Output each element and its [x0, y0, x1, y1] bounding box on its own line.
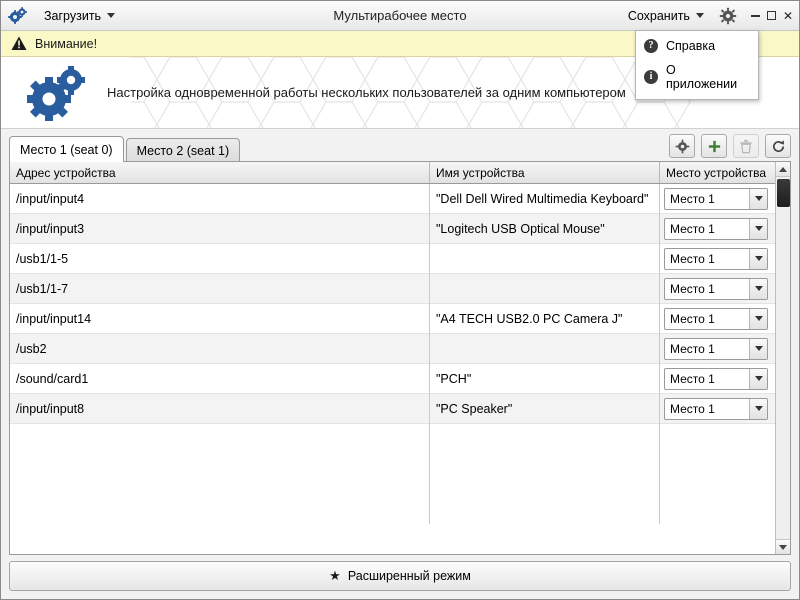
table-row[interactable]: [10, 394, 790, 424]
tab-seat-1[interactable]: [126, 138, 241, 162]
scroll-down-button[interactable]: [776, 539, 791, 554]
window-controls: [745, 10, 793, 22]
settings-gear-icon[interactable]: [715, 7, 741, 25]
load-menu-button[interactable]: [37, 5, 122, 27]
tab-seat-0-label: Место 1 (seat 0): [20, 142, 113, 157]
cell-seat: [660, 274, 790, 304]
cell-address: /input/input8: [10, 394, 430, 424]
chevron-down-icon[interactable]: [749, 279, 767, 299]
seat-select-value: Место 1: [670, 401, 715, 416]
close-button[interactable]: ✕: [782, 8, 793, 23]
table-row[interactable]: [10, 244, 790, 274]
table-row[interactable]: [10, 184, 790, 214]
cell-name: "PCH": [430, 364, 660, 394]
maximize-button[interactable]: [767, 10, 776, 22]
table-header: [10, 162, 790, 184]
advanced-mode-label: Расширенный режим: [347, 569, 471, 583]
device-table: [9, 161, 791, 555]
delete-button: [733, 134, 759, 158]
chevron-down-icon[interactable]: [749, 399, 767, 419]
scrollbar-thumb[interactable]: [777, 179, 790, 207]
title-bar-right: [621, 5, 799, 27]
chevron-down-icon[interactable]: [749, 189, 767, 209]
save-dropdown-menu[interactable]: [635, 30, 759, 100]
seat-select-value: Место 1: [670, 311, 715, 326]
cell-name: "Dell Dell Wired Multimedia Keyboard": [430, 184, 660, 214]
table-row[interactable]: [10, 364, 790, 394]
add-button[interactable]: [701, 134, 727, 158]
seat-select-value: Место 1: [670, 281, 715, 296]
cell-name: "A4 TECH USB2.0 PC Camera J": [430, 304, 660, 334]
seat-select[interactable]: [664, 398, 768, 420]
chevron-down-icon[interactable]: [749, 309, 767, 329]
window-title: Мультирабочее место: [333, 8, 467, 23]
question-icon: ?: [644, 39, 658, 53]
cell-address: /usb1/1-7: [10, 274, 430, 304]
seat-select[interactable]: [664, 188, 768, 210]
cell-address: /usb1/1-5: [10, 244, 430, 274]
cell-empty: [430, 424, 660, 524]
tabs-bar: [1, 129, 799, 161]
tab-seat-0[interactable]: [9, 136, 124, 162]
cell-empty: [10, 424, 430, 524]
seat-select-value: Место 1: [670, 191, 715, 206]
vertical-scrollbar[interactable]: [775, 162, 790, 554]
seat-select[interactable]: [664, 278, 768, 300]
cell-name: "Logitech USB Optical Mouse": [430, 214, 660, 244]
cell-seat: [660, 334, 790, 364]
table-body: [10, 184, 790, 554]
column-header-address: Адрес устройства: [10, 162, 430, 183]
cell-seat: [660, 184, 790, 214]
chevron-down-icon[interactable]: [749, 219, 767, 239]
toolbar: [669, 134, 791, 161]
cell-address: /input/input3: [10, 214, 430, 244]
info-icon: i: [644, 70, 658, 84]
cell-address: /sound/card1: [10, 364, 430, 394]
cell-address: /input/input4: [10, 184, 430, 214]
settings-button[interactable]: [669, 134, 695, 158]
advanced-mode-button[interactable]: [9, 561, 791, 591]
gears-icon: [7, 5, 29, 27]
save-menu-label: Сохранить: [627, 8, 690, 23]
menu-item-about-label: О приложении: [666, 63, 738, 91]
tab-seat-1-label: Место 2 (seat 1): [136, 143, 230, 158]
column-header-seat: Место устройства: [660, 162, 790, 183]
table-row[interactable]: [10, 274, 790, 304]
cell-name: [430, 274, 660, 304]
table-row[interactable]: [10, 304, 790, 334]
table-row-empty: [10, 424, 790, 524]
table-row[interactable]: [10, 334, 790, 364]
scroll-up-button[interactable]: [776, 162, 791, 177]
seat-select[interactable]: [664, 248, 768, 270]
table-row[interactable]: [10, 214, 790, 244]
refresh-button[interactable]: [765, 134, 791, 158]
cell-name: [430, 244, 660, 274]
cell-seat: [660, 214, 790, 244]
seat-select[interactable]: [664, 308, 768, 330]
chevron-down-icon[interactable]: [749, 249, 767, 269]
chevron-down-icon[interactable]: [749, 369, 767, 389]
cell-address: /usb2: [10, 334, 430, 364]
title-bar-left: [1, 5, 122, 27]
cell-name: "PC Speaker": [430, 394, 660, 424]
menu-item-about[interactable]: [636, 58, 758, 96]
warning-text: Внимание!: [35, 36, 98, 51]
seat-select-value: Место 1: [670, 371, 715, 386]
banner-gears-icon: [23, 63, 89, 123]
save-menu-button[interactable]: [621, 5, 711, 27]
menu-item-help[interactable]: [636, 34, 758, 58]
seat-select[interactable]: [664, 218, 768, 240]
cell-name: [430, 334, 660, 364]
column-header-name: Имя устройства: [430, 162, 660, 183]
banner-text: Настройка одновременной работы нескольких пользователей за одним компьютером: [107, 85, 626, 100]
seat-select-value: Место 1: [670, 221, 715, 236]
menu-item-help-label: Справка: [666, 39, 716, 53]
warning-triangle-icon: [11, 36, 27, 51]
chevron-down-icon[interactable]: [749, 339, 767, 359]
cell-seat: [660, 394, 790, 424]
cell-seat: [660, 244, 790, 274]
cell-seat: [660, 364, 790, 394]
cell-seat: [660, 304, 790, 334]
cell-empty: [660, 424, 790, 524]
chevron-down-icon: [696, 13, 704, 18]
chevron-down-icon: [107, 13, 115, 18]
cell-address: /input/input14: [10, 304, 430, 334]
seat-select[interactable]: [664, 368, 768, 390]
minimize-button[interactable]: [751, 10, 760, 22]
seat-select-value: Место 1: [670, 341, 715, 356]
star-icon: ★: [329, 568, 341, 583]
title-bar: [1, 1, 799, 31]
load-menu-label: Загрузить: [44, 8, 102, 23]
seat-select-value: Место 1: [670, 251, 715, 266]
seat-select[interactable]: [664, 338, 768, 360]
